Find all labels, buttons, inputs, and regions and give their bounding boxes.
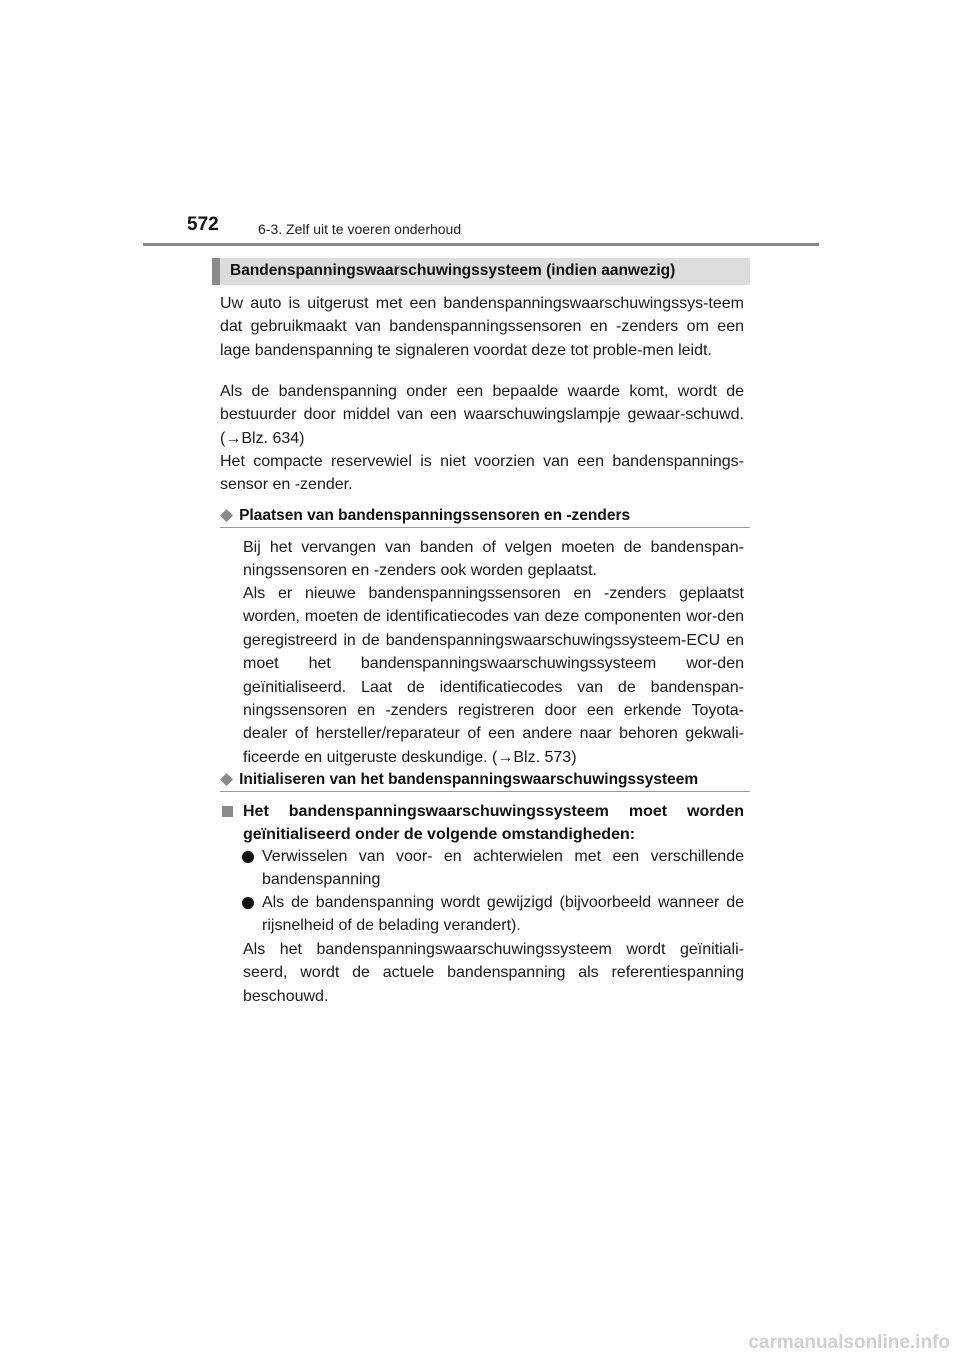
subsection-title: Initialiseren van het bandenspanningswaarschuwingssysteem [239,771,699,788]
diamond-icon: ◆ [220,769,234,788]
subsection-title: Plaatsen van bandenspanningssensoren en -zenders [239,507,631,524]
chapter-title: 6-3. Zelf uit te voeren onderhoud [258,221,462,237]
diamond-icon: ◆ [220,505,234,524]
subsection-rule [220,791,750,792]
intro-paragraph-2: Als de bandenspanning onder een bepaalde waarde komt, wordt de bestuurder door middel van een waarschuwingslampje gewaar-schuwd. (→Blz. 634) [220,383,744,447]
watermark: carmanualsonline.info [748,1332,950,1353]
subsection-heading-initialize [220,769,698,789]
section-title: Bandenspanningswaarschuwingssysteem (indien aanwezig) [230,262,676,279]
bullet-item: Als de bandenspanning wordt gewijzigd (bijvoorbeeld wanneer de rijsnelheid of de belading verandert). [262,894,744,935]
header-rule [143,243,819,246]
condition-heading: Het bandenspanningswaarschuwingssysteem moet worden geïnitialiseerd onder de volgende omstandigheden: [243,803,744,844]
placement-paragraph-1: Bij het vervangen van banden of velgen moeten de bandenspan-ningssensoren en -zenders ook worden geplaatst. [243,539,744,580]
subsection-rule [220,527,750,528]
bullet-icon [242,897,254,909]
intro-paragraph-1: Uw auto is uitgerust met een bandenspanningswaarschuwingssys-teem dat gebruikmaakt van bandenspanningssensoren en -zenders om een lage bandenspanning te signaleren voordat deze tot proble-men leidt. [220,295,744,359]
section-title-bar [212,258,750,285]
bullet-icon [242,851,254,863]
placement-paragraph-2: Als er nieuwe bandenspanningssensoren en -zenders geplaatst worden, moeten de identificatiecodes van deze componenten wor-den geregistreerd in de bandenspanningswaarschuwingssysteem-ECU en moet het bandenspanningswaarschuwingssysteem wor-den geïnitialiseerd. Laat de identificatiecodes van de bandenspan-ningssensoren en -zenders registreren door een erkende Toyota-dealer of hersteller/reparateur of een andere naar behoren gekwali-ficeerde en uitgeruste deskundige. (→Blz. 573) [243,585,744,766]
closing-paragraph: Als het bandenspanningswaarschuwingssysteem wordt geïnitiali-seerd, wordt de actuele bandenspanning als referentiespanning beschouwd. [243,941,744,1005]
page-number: 572 [187,214,219,235]
bullet-item: Verwisselen van voor- en achterwielen met een verschillende bandenspanning [262,848,744,889]
subsection-heading-placement [220,505,630,525]
intro-paragraph-3: Het compacte reservewiel is niet voorzien van een bandenspannings-sensor en -zender. [220,453,744,494]
square-bullet-icon [222,806,233,817]
